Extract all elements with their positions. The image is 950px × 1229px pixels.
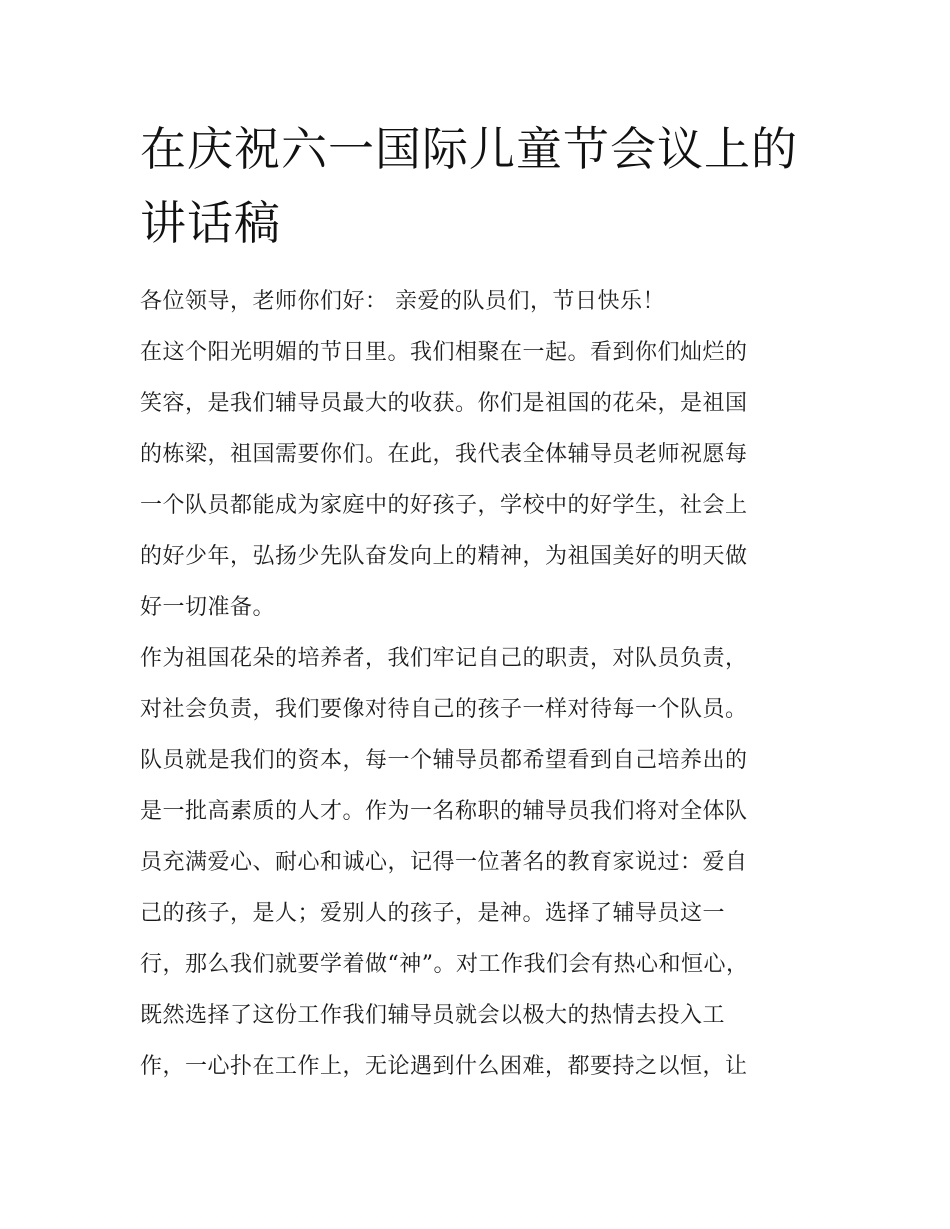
body-line: 的好少年，弘扬少先队奋发向上的精神，为祖国美好的明天做 [140, 544, 748, 569]
body-line: 一个队员都能成为家庭中的好孩子，学校中的好学生，社会上 [140, 493, 748, 518]
body-line: 的栋梁，祖国需要你们。在此，我代表全体辅导员老师祝愿每 [140, 442, 748, 467]
body-line: 笑容，是我们辅导员最大的收获。你们是祖国的花朵，是祖国 [140, 391, 748, 416]
body-line: 对社会负责，我们要像对待自己的孩子一样对待每一个队员。 [140, 697, 748, 722]
body-line: 是一批高素质的人才。作为一名称职的辅导员我们将对全体队 [140, 799, 748, 824]
body-line: 各位领导，老师你们好： 亲爱的队员们，节日快乐！ [140, 289, 665, 314]
document-title: 在庆祝六一国际儿童节会议上的讲话稿 [140, 122, 798, 250]
body-line: 在这个阳光明媚的节日里。我们相聚在一起。看到你们灿烂的 [140, 340, 748, 365]
document-body [140, 280, 820, 1096]
body-line: 队员就是我们的资本，每一个辅导员都希望看到自己培养出的 [140, 748, 748, 773]
body-line: 好一切准备。 [140, 595, 276, 620]
body-line: 员充满爱心、耐心和诚心，记得一位著名的教育家说过：爱自 [140, 850, 748, 875]
body-line: 行，那么我们就要学着做“神”。对工作我们会有热心和恒心， [140, 952, 749, 977]
body-line: 作为祖国花朵的培养者，我们牢记自己的职责，对队员负责， [140, 646, 748, 671]
body-line: 作，一心扑在工作上，无论遇到什么困难，都要持之以恒，让 [140, 1054, 748, 1079]
body-line: 既然选择了这份工作我们辅导员就会以极大的热情去投入工 [140, 1003, 726, 1028]
body-line: 己的孩子，是人；爱别人的孩子，是神。选择了辅导员这一 [140, 901, 726, 926]
